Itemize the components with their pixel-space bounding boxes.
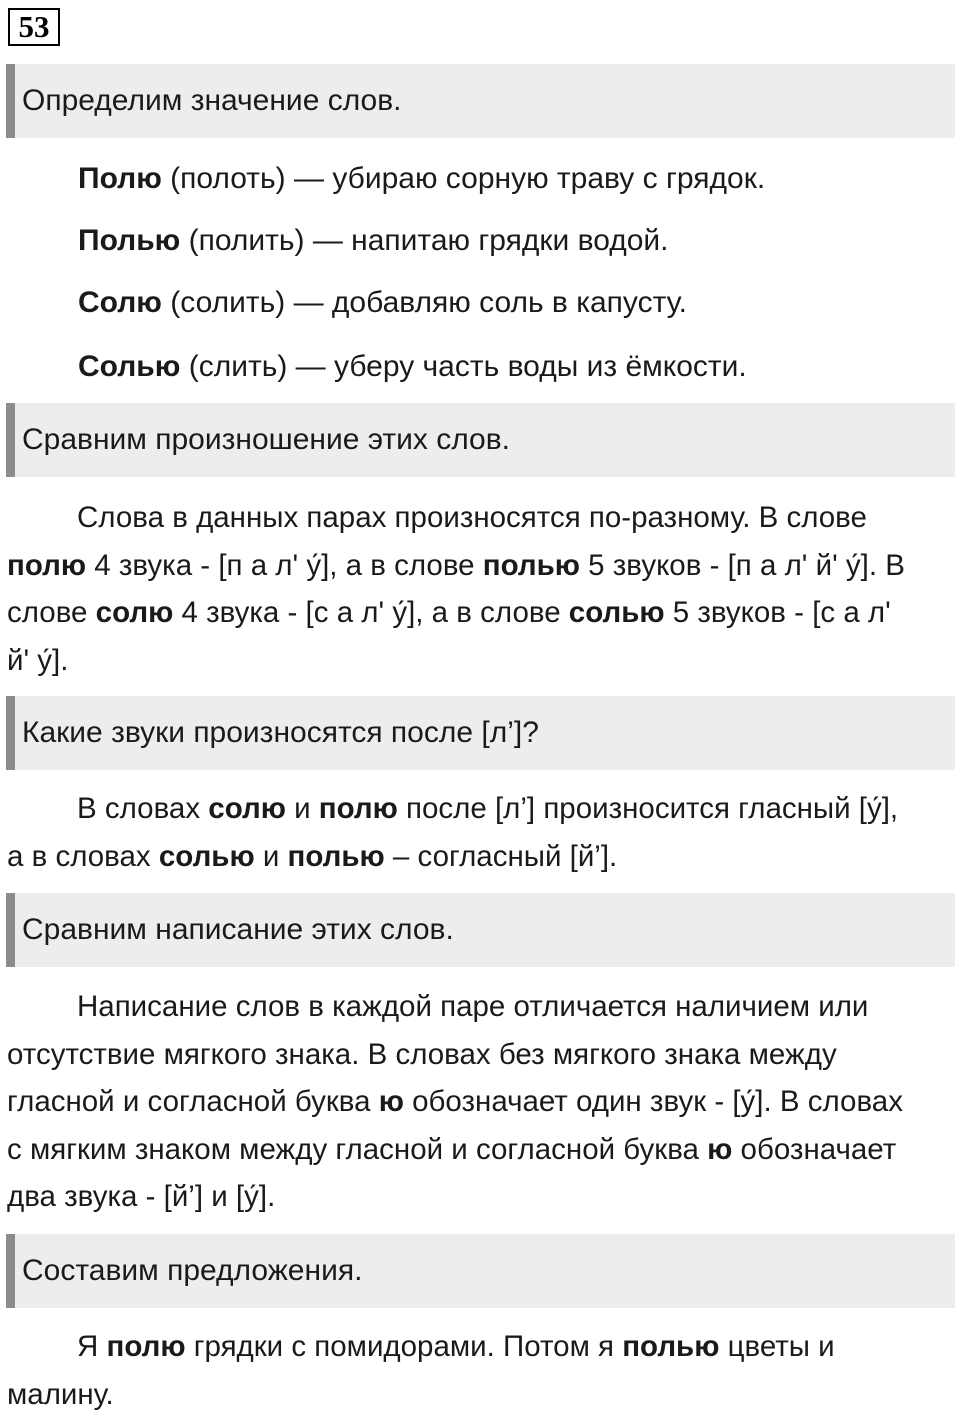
paragraph-text: обозначает два звука - [й’] и [у́]. [7,1132,897,1213]
bold-word: полью [622,1330,720,1363]
paragraph-text: В словах [77,792,209,825]
definition-line [78,223,669,259]
section-header-spelling: Сравним написание этих слов. [6,893,955,967]
pronunciation-paragraph [7,494,907,684]
definition-text: (слить) — уберу часть воды из ёмкости. [180,350,747,383]
bold-word: солью [158,839,255,873]
definition-word: Полю [78,162,162,195]
bold-word: солью [568,596,665,629]
bold-word: полю [318,792,398,825]
task-number: 53 [8,8,60,46]
definition-text: (полить) — напитаю грядки водой. [180,224,669,257]
paragraph-text: цветы и малину. [7,1330,835,1411]
paragraph-text: 5 звуков - [с а л' й' у́]. [7,596,891,677]
section-header-sentences: Составим предложения. [6,1234,955,1308]
section-header-sounds: Какие звуки произносятся после [л’]? [6,696,955,770]
definition-line [78,161,765,197]
paragraph-text: 4 звука - [с а л' у́], а в слове [173,596,569,629]
paragraph-text: и [285,792,319,825]
paragraph-text: и [254,839,288,873]
section-header-meaning: Определим значение слов. [6,64,955,138]
paragraph-text: 5 звуков - [п а л' й' у́]. В слове [7,548,905,629]
bold-word: ю [378,1085,404,1118]
paragraph-text: обозначает один звук - [у́]. В словах с мягким знаком между гласной и согласной буква [7,1085,903,1166]
paragraph-text: Я [77,1330,107,1363]
bold-word: солю [95,596,174,629]
bold-word: полю [7,548,87,582]
bold-word: солю [208,792,286,825]
bold-word: полью [287,839,385,873]
definition-line [78,285,687,321]
definition-word: Солью [78,350,181,383]
paragraph-text: 4 звука - [п а л' у́], а в слове [86,548,483,582]
definition-word: Солю [78,286,162,319]
bold-word: ю [707,1132,733,1166]
definition-line [78,349,747,385]
spelling-paragraph [7,983,907,1221]
paragraph-text: Написание слов в каждой паре отличается наличием или отсутствие мягкого знака. В словах без мягкого знака между гласной и согласной буква [7,990,869,1118]
definition-word: Полью [78,224,181,257]
sentences-paragraph [7,1323,907,1418]
definition-text: (полоть) — убираю сорную траву с грядок. [161,162,766,195]
section-header-pronunciation: Сравним произношение этих слов. [6,403,955,477]
bold-word: полю [106,1330,186,1363]
sounds-paragraph [7,785,907,880]
bold-word: полью [482,548,580,582]
definition-text: (солить) — добавляю соль в капусту. [161,286,687,319]
paragraph-text: грядки с помидорами. Потом я [185,1330,623,1363]
paragraph-text: Слова в данных парах произносятся по-разному. В слове [77,501,867,534]
paragraph-text: после [л’] произносится гласный [у́], а в словах [7,792,899,873]
paragraph-text: – согласный [й’]. [384,839,618,873]
